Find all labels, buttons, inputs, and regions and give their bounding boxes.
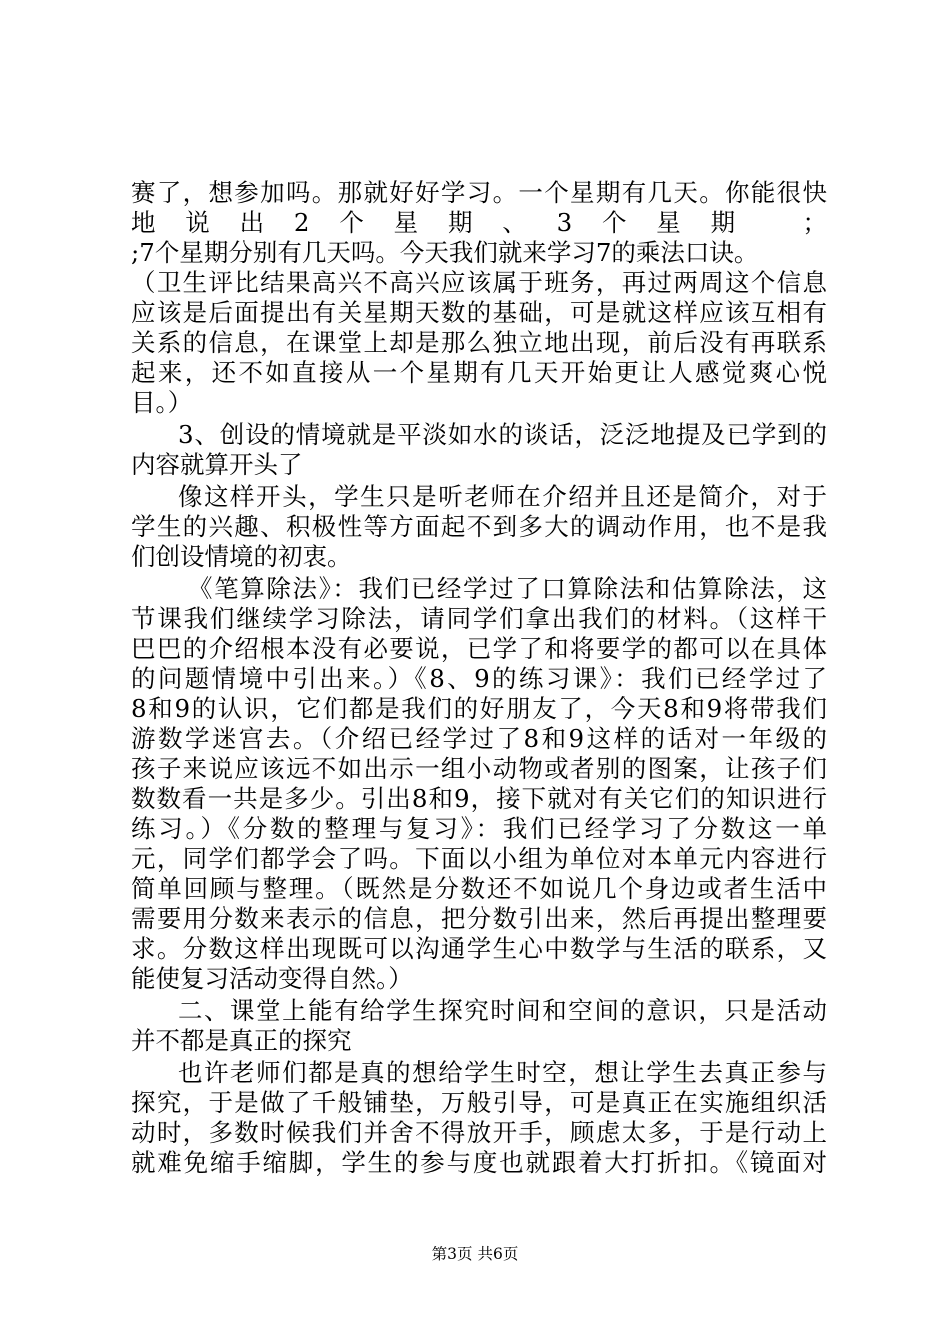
text-line: 们创设情境的初衷。 — [131, 542, 352, 571]
text-line: 孩子来说应该远不如出示一组小动物或者别的图案，让孩子们 — [131, 754, 827, 783]
text-line: 的问题情境中引出来。）《8、9的练习课》：我们已经学过了 — [131, 664, 827, 693]
text-line: 巴巴的介绍根本没有必要说，已学了和将要学的都可以在具体 — [131, 634, 827, 663]
text-line: 地说出2个星期、3个星期 ； — [131, 208, 827, 237]
text-line: 也许老师们都是真的想给学生时空，想让学生去真正参与 — [178, 1058, 827, 1087]
text-line: 能使复习活动变得自然。） — [131, 964, 413, 993]
text-line: 8和9的认识，它们都是我们的好朋友了，今天8和9将带我们 — [131, 694, 827, 723]
text-line: 目。） — [131, 388, 193, 417]
text-line: 起来，还不如直接从一个星期有几天开始更让人感觉爽心悦 — [131, 358, 827, 387]
text-line: 关系的信息，在课堂上却是那么独立地出现，前后没有再联系 — [131, 328, 827, 357]
text-line: 学生的兴趣、积极性等方面起不到多大的调动作用，也不是我 — [131, 512, 827, 541]
text-line: 练习。）《分数的整理与复习》：我们已经学习了分数这一单 — [131, 814, 827, 843]
text-line: 节课我们继续学习除法，请同学们拿出我们的材料。（这样干 — [131, 604, 827, 633]
text-line: 赛了，想参加吗。那就好好学习。一个星期有几天。你能很快 — [131, 178, 827, 207]
page-footer: 第3页 共6页 — [431, 1245, 519, 1263]
heading-line: 3、创设的情境就是平淡如水的谈话，泛泛地提及已学到的 — [178, 420, 827, 449]
text-line: 游数学迷宫去。（介绍已经学过了8和9这样的话对一年级的 — [131, 724, 827, 753]
heading-line: 二、课堂上能有给学生探究时间和空间的意识，只是活动 — [178, 996, 827, 1025]
text-line: 就难免缩手缩脚，学生的参与度也就跟着大打折扣。《镜面对 — [131, 1148, 827, 1177]
heading-line: 并不都是真正的探究 — [131, 1026, 352, 1055]
text-line: 简单回顾与整理。（既然是分数还不如说几个身边或者生活中 — [131, 874, 827, 903]
text-line: 像这样开头，学生只是听老师在介绍并且还是简介，对于 — [178, 482, 827, 511]
text-line: （卫生评比结果高兴不高兴应该属于班务，再过两周这个信息 — [131, 268, 827, 297]
text-line: 应该是后面提出有关星期天数的基础，可是就这样应该互相有 — [131, 298, 827, 327]
text-line: 数数看一共是多少。引出8和9，接下就对有关它们的知识进行 — [131, 784, 827, 813]
heading-line: 内容就算开头了 — [131, 450, 303, 479]
text-line: 《笔算除法》：我们已经学过了口算除法和估算除法，这 — [188, 574, 827, 603]
text-line: 动时，多数时候我们并舍不得放开手，顾虑太多，于是行动上 — [131, 1118, 827, 1147]
text-line: 求。分数这样出现既可以沟通学生心中数学与生活的联系，又 — [131, 934, 827, 963]
text-line: ;7个星期分别有几天吗。今天我们就来学习7的乘法口诀。 — [131, 238, 759, 267]
text-line: 需要用分数来表示的信息，把分数引出来，然后再提出整理要 — [131, 904, 827, 933]
text-line: 元，同学们都学会了吗。下面以小组为单位对本单元内容进行 — [131, 844, 827, 873]
text-line: 探究，于是做了千般铺垫，万般引导，可是真正在实施组织活 — [131, 1088, 827, 1117]
